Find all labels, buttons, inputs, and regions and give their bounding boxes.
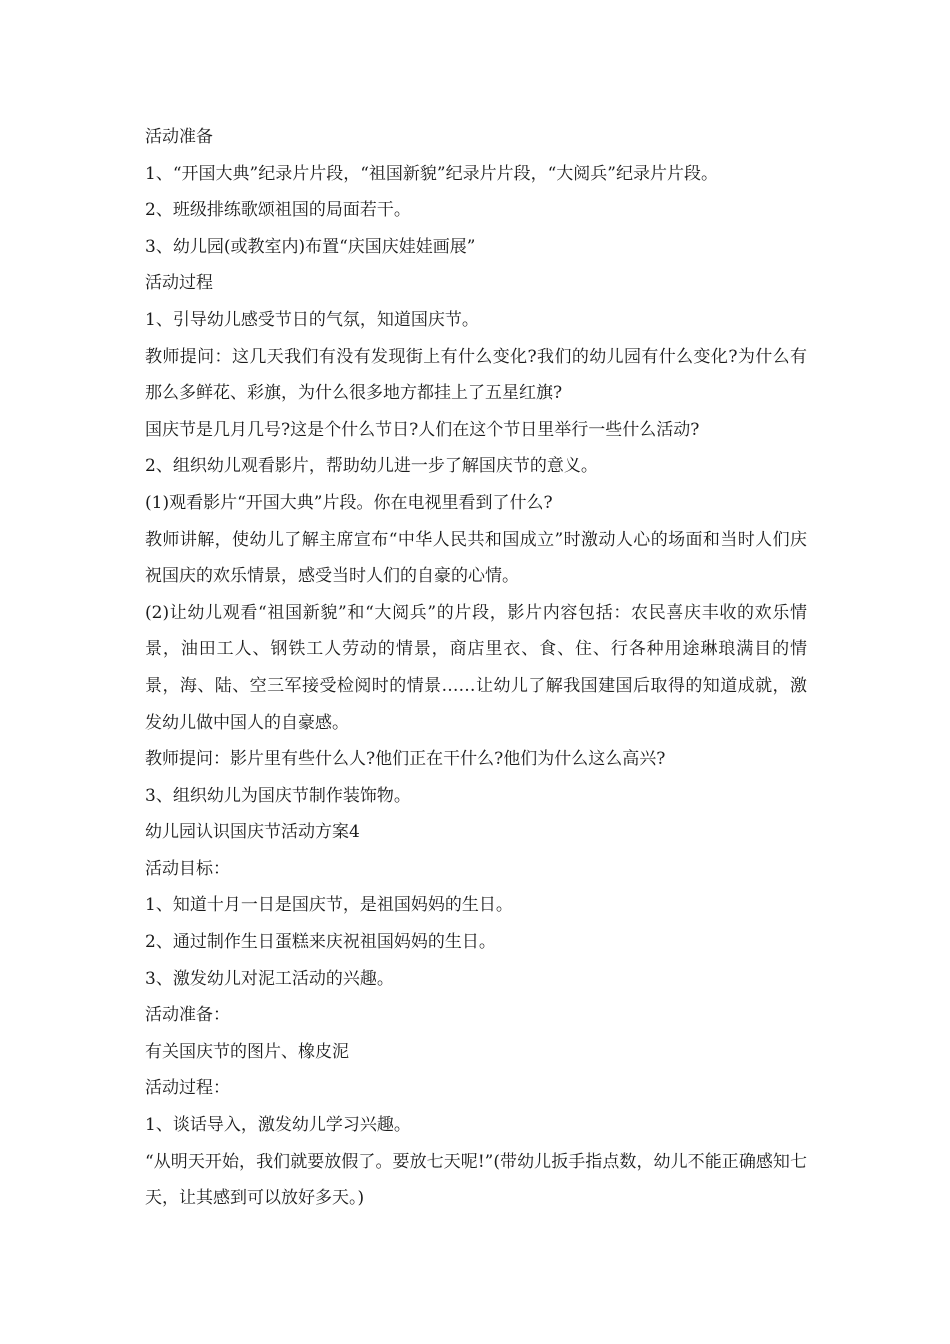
paragraph: 1、“开国大典”纪录片片段，“祖国新貌”纪录片片段，“大阅兵”纪录片片段。 <box>145 163 718 184</box>
heading-activity-preparation: 活动准备 <box>145 127 213 147</box>
paragraph: 教师讲解，使幼儿了解主席宣布“中华人民共和国成立”时激动人心的场面和当时人们庆祝国庆的欢乐情景，感受当时人们的自豪的心情。 <box>145 529 807 587</box>
paragraph: 教师提问：这几天我们有没有发现街上有什么变化?我们的幼儿园有什么变化?为什么有那么多鲜花、彩旗，为什么很多地方都挂上了五星红旗? <box>145 346 807 404</box>
paragraph: (2)让幼儿观看“祖国新貌”和“大阅兵”的片段，影片内容包括：农民喜庆丰收的欢乐情景，油田工人、钢铁工人劳动的情景，商店里衣、食、住、行各种用途琳琅满目的情景，海、陆、空三军接受检阅时的情景……让幼儿了解我国建国后取得的知道成就，激发幼儿做中国人的自豪感。 <box>145 602 807 733</box>
paragraph: 3、组织幼儿为国庆节制作装饰物。 <box>145 785 411 806</box>
paragraph: 2、通过制作生日蛋糕来庆祝祖国妈妈的生日。 <box>145 932 496 953</box>
paragraph: 3、幼儿园(或教室内)布置“庆国庆娃娃画展” <box>145 236 476 257</box>
paragraph: 3、激发幼儿对泥工活动的兴趣。 <box>145 968 394 989</box>
paragraph: (1)观看影片“开国大典”片段。你在电视里看到了什么? <box>145 492 553 513</box>
document-body <box>145 119 807 1217</box>
heading-activity-goals: 活动目标： <box>145 858 230 879</box>
paragraph: 国庆节是几月几号?这是个什么节日?人们在这个节日里举行一些什么活动? <box>145 419 700 440</box>
heading-activity-preparation: 活动准备： <box>145 1005 230 1026</box>
paragraph: “从明天开始，我们就要放假了。要放七天呢!”(带幼儿扳手指点数，幼儿不能正确感知七天，让其感到可以放好多天。) <box>145 1151 807 1209</box>
section-title: 幼儿园认识国庆节活动方案4 <box>145 822 360 843</box>
paragraph: 教师提问：影片里有些什么人?他们正在干什么?他们为什么这么高兴? <box>145 749 666 770</box>
paragraph: 1、引导幼儿感受节日的气氛，知道国庆节。 <box>145 309 479 330</box>
paragraph: 有关国庆节的图片、橡皮泥 <box>145 1041 349 1062</box>
heading-activity-process: 活动过程： <box>145 1078 230 1099</box>
heading-activity-process: 活动过程 <box>145 273 213 294</box>
paragraph: 1、知道十月一日是国庆节，是祖国妈妈的生日。 <box>145 895 513 916</box>
paragraph: 1、谈话导入，激发幼儿学习兴趣。 <box>145 1115 411 1136</box>
paragraph: 2、组织幼儿观看影片，帮助幼儿进一步了解国庆节的意义。 <box>145 456 598 477</box>
paragraph: 2、班级排练歌颂祖国的局面若干。 <box>145 200 411 221</box>
